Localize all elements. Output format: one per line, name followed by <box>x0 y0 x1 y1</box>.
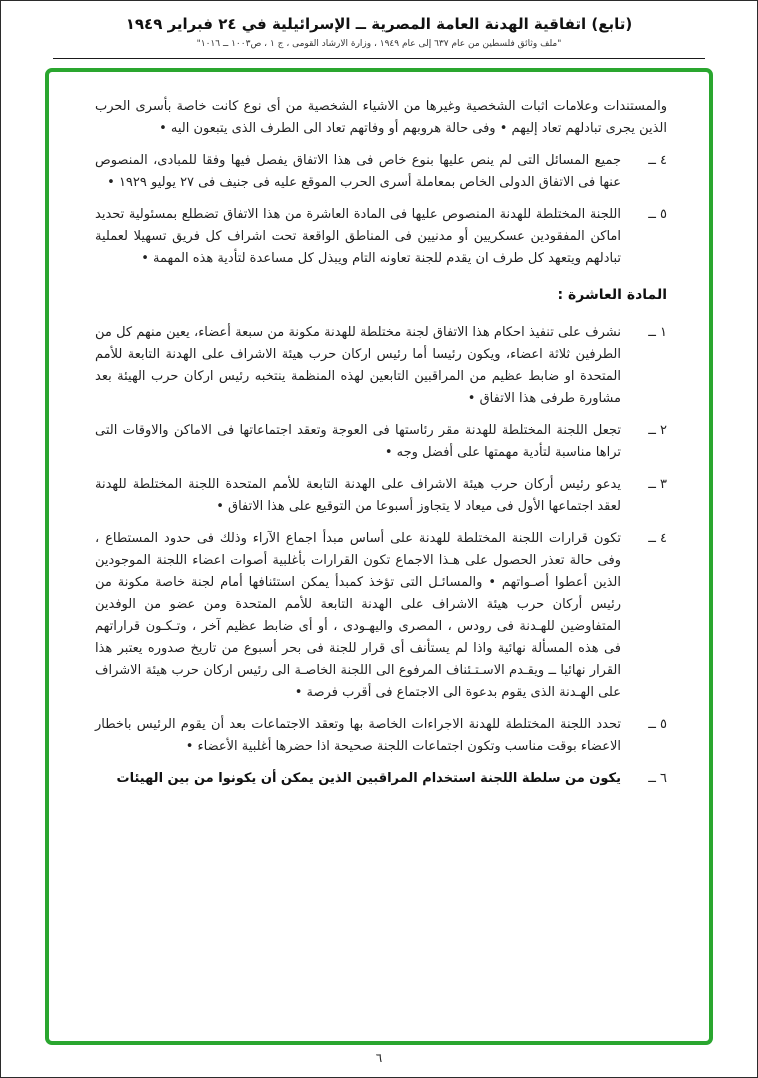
page-title: (تابع) اتفاقية الهدنة العامة المصرية ــ الإسرائيلية في ٢٤ فبراير ١٩٤٩ <box>125 15 633 33</box>
content-frame <box>45 68 713 1045</box>
page-number: ٦ <box>375 1051 383 1065</box>
item-text: جميع المسائل التى لم ينص عليها بنوع خاص فى هذا الاتفاق يفصل فيها وفقا للمبادى، المنصوص عنها فى الاتفاق الدولى الخاص بمعاملة أسرى الحرب الموقع عليه فى جنيف فى ٢٧ يوليو ١٩٢٩ • <box>95 152 621 190</box>
item-text: يدعو رئيس أركان حرب هيئة الاشراف على الهدنة التابعة للأمم المتحدة اللجنة المختلطة للهدنة لعقد اجتماعها الأول فى ميعاد لا يتجاوز أسبوعا من التوقيع على هذا الاتفاق • <box>95 476 621 514</box>
item-number: ٤ ــ <box>648 530 667 546</box>
list-item <box>95 420 667 464</box>
item-number: ٢ ــ <box>648 422 667 438</box>
header-divider <box>53 58 705 59</box>
item-number: ٣ ــ <box>648 476 667 492</box>
item-number: ٦ ــ <box>648 770 667 786</box>
item-number: ٥ ــ <box>648 206 667 222</box>
item-number: ٤ ــ <box>648 152 667 168</box>
list-item <box>95 474 667 518</box>
list-item <box>95 714 667 758</box>
list-item <box>95 204 667 270</box>
section-heading: المادة العاشرة : <box>557 286 667 303</box>
page-footer <box>1 1051 757 1077</box>
item-text: اللجنة المختلطة للهدنة المنصوص عليها فى المادة العاشرة من هذا الاتفاق تضطلع بمسئولية تحديد اماكن المفقودين عسكريين أو مدنيين فى المناطق الواقعة تحت اشراف كل فريق تسهيلا لعملية تبادلهم ويتعهد كل طرف ان يقدم للجنة تعاونه التام ويبذل كل مساعدة لتأدية هذه المهمة • <box>95 206 621 266</box>
list-item <box>95 322 667 410</box>
list-item <box>95 768 667 790</box>
item-text: نشرف على تنفيذ احكام هذا الاتفاق لجنة مختلطة للهدنة مكونة من سبعة أعضاء، يعين منهم كل من الطرفين ثلاثة اعضاء، ويكون رئيسا أما رئيس اركان حرب هيئة الاشراف على الهدنة التابعة للأمم المتحدة او ضابط عظيم من المراقبين التابعين لهذه المنظمة ينتخبه رئيس اركان حرب الهيئة بعد مشاورة طرفى هذا الاتفاق • <box>95 324 621 406</box>
document-body <box>95 96 667 790</box>
continuation-paragraph: والمستندات وعلامات اثبات الشخصية وغيرها من الاشياء الشخصية من أى نوع كانت خاصة بأسرى الحرب الذين يجرى تبادلهم تعاد إليهم • وفى حالة هروبهم أو وفاتهم تعاد الى الطرف الذى يتبعون اليه • <box>95 98 667 136</box>
item-text: تحدد اللجنة المختلطة للهدنة الاجراءات الخاصة بها وتعقد الاجتماعات بعد أن يقوم الرئيس باخطار الاعضاء بوقت مناسب وتكون اجتماعات اللجنة صحيحة اذا حضرها أغلبية الأعضاء • <box>95 716 621 754</box>
item-text: تجعل اللجنة المختلطة للهدنة مقر رئاستها فى العوجة وتعقد اجتماعاتها فى الاماكن والاوقات التى تراها مناسبة لتأدية مهمتها على أفضل وجه • <box>95 422 621 460</box>
list-item <box>95 528 667 704</box>
list-item <box>95 150 667 194</box>
item-text: يكون من سلطة اللجنة استخدام المراقبين الذين يمكن أن يكونوا من بين الهيئات <box>116 770 621 786</box>
item-number: ٥ ــ <box>648 716 667 732</box>
item-text: تكون قرارات اللجنة المختلطة للهدنة على أساس مبدأ اجماع الآراء وذلك فى حدود المستطاع ، وفى حالة تعذر الحصول على هـذا الاجماع تكون القرارات بأغلبية أصوات اعضاء اللجنة الموجودين الذين أعطوا أصـواتهم • والمسائـل التى تؤخذ كمبدأ يمكن استئنافها أمام لجنة خاصة مكونة من رئيس أركان حرب هيئة الاشراف على الهدنة التابعة للأمم المتحدة ومن عضو من الوفدين المتفاوضين للهـدنة فى رودس ، المصرى واليهـودى ، أو أى ضابط عظيم آخر ، وتـكـون قراراتهم فى هذه المسألة نهائية واذا لم يستأنف أى قرار للجنة فى بحر أسبوع من تاريخ صدوره يعتبر هذا القرار نهائيا ــ ويقـدم الاسـتـئناف المرفوع الى اللجنة الخاصـة الى رئيس اركان حرب هيئة الاشراف على الهـدنة الذى يقوم بدعوة الى الاجتماع فى أقرب فرصة • <box>95 530 621 700</box>
source-citation: "ملف وثائق فلسطين من عام ٦٣٧ إلى عام ١٩٤٩ ، وزارة الارشاد القومى ، ج ١ ، ص١٠٠٣ ــ ١٠١٦" <box>196 39 562 49</box>
item-number: ١ ــ <box>648 324 667 340</box>
document-header <box>1 1 757 59</box>
